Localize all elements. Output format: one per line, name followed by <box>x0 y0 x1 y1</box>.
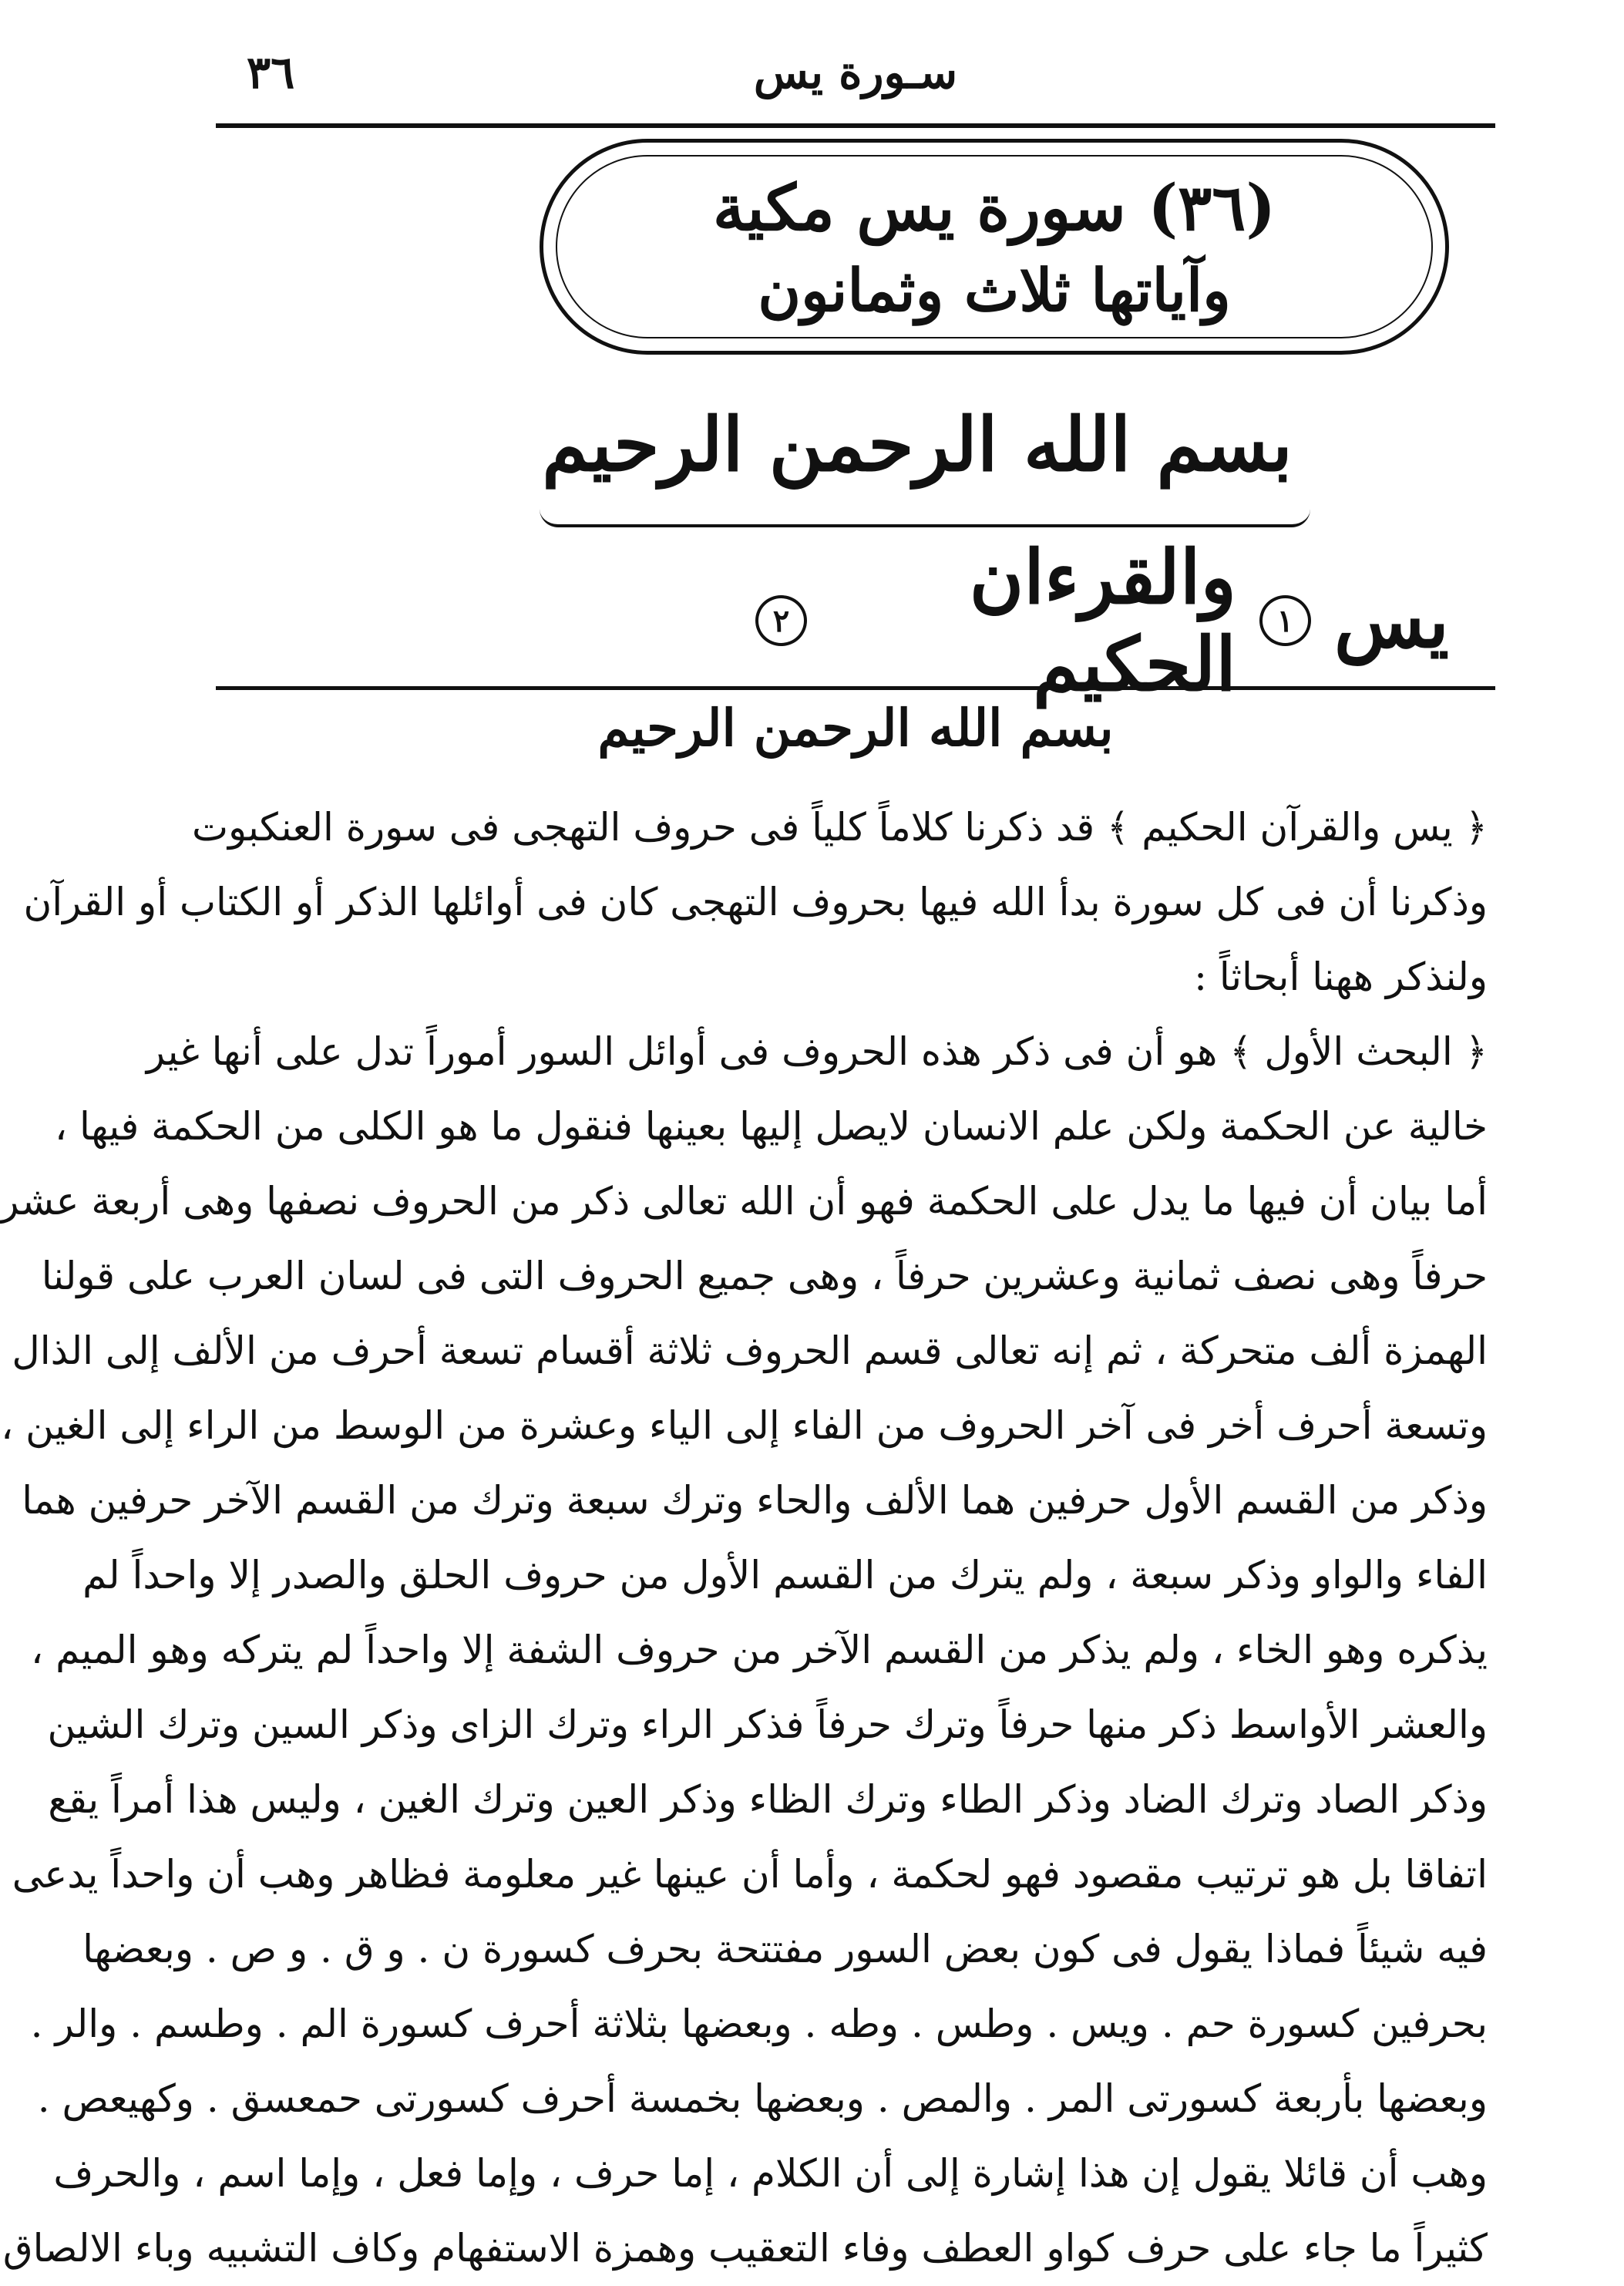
commentary-body <box>0 790 1488 2286</box>
page-number: ٣٦ <box>247 46 295 99</box>
commentary-line: وذكر الصاد وترك الضاد وذكر الطاء وترك الظاء وذكر العين وترك الغين ، وليس هذا أمراً يقع <box>48 1777 1488 1822</box>
verse-line <box>755 534 1449 708</box>
verse-marker-1: ١ <box>1259 595 1311 646</box>
commentary-line: وبعضها بأربعة كسورتى المر . والمص . وبعضها بخمسة أحرف كسورتى حمعسق . وكهيعص . <box>37 2076 1488 2121</box>
verse-text-2: والقرءان الحكيم <box>969 534 1236 708</box>
commentary-line: وذكر من القسم الأول حرفين هما الألف والحاء وترك سبعة وترك من القسم الآخر حرفين هما <box>22 1478 1488 1523</box>
commentary-line: والعشر الأواسط ذكر منها حرفاً وترك حرفاً فذكر الراء وترك الزاى وذكر السين وترك الشين <box>47 1702 1488 1747</box>
commentary-line: أما بيان أن فيها ما يدل على الحكمة فهو أن الله تعالى ذكر من الحروف نصفها وهى أربعة عشر <box>0 1179 1488 1224</box>
commentary-line: اتفاقا بل هو ترتيب مقصود فهو لحكمة ، وأما أن عينها غير معلومة فظاهر وهب أن واحداً يدعى <box>12 1852 1488 1897</box>
commentary-heading: بسم الله الرحمن الرحيم <box>597 698 1114 758</box>
commentary-line: يذكره وهو الخاء ، ولم يذكر من القسم الآخر من حروف الشفة إلا واحداً لم يتركه وهو الميم ، <box>31 1628 1488 1672</box>
verse-word-yasin: يس <box>1333 577 1449 665</box>
commentary-line: بحرفين كسورة حم . ويس . وطس . وطه . وبعضها بثلاثة أحرف كسورة الم . وطسم . والر . <box>30 2002 1488 2046</box>
surah-verse-count: وآياتها ثلاث وثمانون <box>758 256 1231 325</box>
commentary-line: وتسعة أحرف أخر فى آخر الحروف من الفاء إلى الياء وعشرة من الوسط من الراء إلى الغين ، <box>1 1403 1488 1448</box>
commentary-line: حرفاً وهى نصف ثمانية وعشرين حرفاً ، وهى جميع الحروف التى فى لسان العرب على قولنا <box>41 1254 1488 1298</box>
commentary-line: الهمزة ألف متحركة ، ثم إنه تعالى قسم الحروف ثلاثة أقسام تسعة أحرف من الألف إلى الذال <box>12 1328 1488 1373</box>
commentary-line: وهب أن قائلا يقول إن هذا إشارة إلى أن الكلام ، إما حرف ، وإما فعل ، وإما اسم ، والحرف <box>53 2151 1488 2196</box>
commentary-line: وذكرنا أن فى كل سورة بدأ الله فيها بحروف التهجى كان فى أوائلها الذكر أو الكتاب أو القرآن <box>23 880 1488 924</box>
verse-marker-2: ٢ <box>755 595 807 646</box>
commentary-line: خالية عن الحكمة ولكن علم الانسان لايصل إليها بعينها فنقول ما هو الكلى من الحكمة فيها ، <box>54 1104 1488 1149</box>
section-rule <box>216 686 1495 690</box>
surah-title: (٣٦) سورة يس مكية <box>712 171 1276 245</box>
surah-heading-frame <box>540 139 1449 355</box>
commentary-line: ﴿ البحث الأول ﴾ هو أن فى ذكر هذه الحروف فى أوائل السور أموراً تدل على أنها غير <box>146 1029 1488 1074</box>
commentary-line: الفاء والواو وذكر سبعة ، ولم يترك من القسم الأول من حروف الحلق والصدر إلا واحداً لم <box>82 1553 1488 1598</box>
running-title: سـورة يس <box>753 46 958 99</box>
page-header <box>216 46 1495 116</box>
header-rule <box>216 123 1495 128</box>
commentary-line: فيه شيئاً فماذا يقول فى كون بعض السور مفتتحة بحرف كسورة ن . و ق . و ص . وبعضها <box>82 1927 1488 1971</box>
basmala-swash <box>540 509 1310 527</box>
commentary-line: ﴿ يس والقرآن الحكيم ﴾ قد ذكرنا كلاماً كلياً فى حروف التهجى فى سورة العنكبوت <box>191 805 1488 850</box>
commentary-line: ولنذكر ههنا أبحاثاً : <box>1194 954 1488 999</box>
basmala-calligraphy: بسم الله الرحمن الرحيم <box>542 401 1293 488</box>
commentary-line: كثيراً ما جاء على حرف كواو العطف وفاء التعقيب وهمزة الاستفهام وكاف التشبيه وباء الالصاق <box>2 2226 1488 2271</box>
